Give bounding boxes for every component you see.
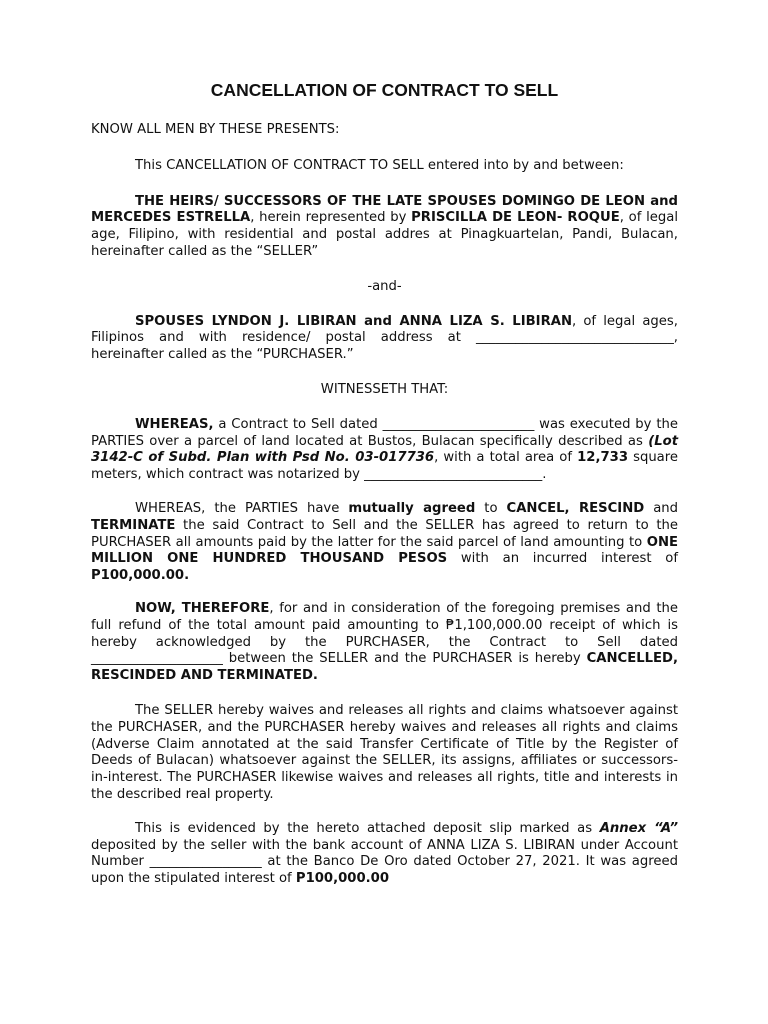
evidence-text-2: deposited by the seller with the bank account of ANNA LIZA S. LIBIRAN under Account Number bbox=[91, 837, 678, 870]
now-therefore-paragraph bbox=[91, 601, 678, 685]
know-all-line: KNOW ALL MEN BY THESE PRESENTS: bbox=[91, 122, 340, 137]
interest-amount: P100,000.00. bbox=[91, 568, 190, 584]
whereas-text-2: was executed by the PARTIES over a parcel of land located at Bustos, Bulacan specifically described as bbox=[91, 416, 678, 449]
waiver-paragraph: The SELLER hereby waives and releases all rights and claims whatsoever against the PURCHASER, and the PURCHASER hereby waives and releases all rights and claims (Adverse Claim annotated at the said Transfer Certificate of Title by the Register of Deeds of Bulacan) whatsoever against the SELLER, its assigns, affiliates or successors-in-interest. The PURCHASER likewise waives and releases all rights, title and interests in the described real property. bbox=[91, 702, 678, 802]
amount-in-words: ONE MILLION ONE HUNDRED THOUSAND PESOS bbox=[91, 534, 678, 567]
lot-description: (Lot 3142-C of Subd. Plan with Psd No. 03-017736 bbox=[91, 433, 678, 466]
whereas2-text-1: WHEREAS, the PARTIES have bbox=[135, 500, 349, 516]
whereas2-text-5: with an incurred interest of bbox=[447, 551, 678, 567]
whereas-lead: WHEREAS, bbox=[135, 416, 214, 432]
whereas2-text-4: the said Contract to Sell and the SELLER has agreed to return to the PURCHASER all amounts paid by the latter for the said parcel of land amounting to bbox=[91, 517, 678, 550]
purchaser-paragraph bbox=[91, 314, 678, 364]
intro-paragraph: This CANCELLATION OF CONTRACT TO SELL entered into by and between: bbox=[135, 157, 624, 173]
purchaser-address-blank: ______________________________ bbox=[475, 330, 674, 346]
cancelled-rescinded-terminated: CANCELLED, RESCINDED AND TERMINATED. bbox=[91, 651, 678, 684]
seller-heirs: THE HEIRS/ SUCCESSORS OF THE LATE SPOUSES DOMINGO DE LEON and MERCEDES ESTRELLA bbox=[91, 193, 678, 226]
contract-date-blank: _______________________ bbox=[382, 416, 535, 432]
stipulated-interest: P100,000.00 bbox=[295, 871, 389, 887]
now-therefore-lead: NOW, THEREFORE bbox=[135, 600, 270, 616]
purchaser-end: , hereinafter called as the “PURCHASER.” bbox=[91, 330, 678, 363]
whereas2-text-3: and bbox=[644, 500, 679, 516]
now-therefore-text-2: between the SELLER and the PURCHASER is hereby bbox=[222, 651, 587, 667]
and-separator: -and- bbox=[367, 278, 402, 294]
terminate: TERMINATE bbox=[91, 517, 176, 533]
evidence-text-1: This is evidenced by the hereto attached deposit slip marked as bbox=[135, 820, 600, 836]
land-area: 12,733 bbox=[577, 450, 628, 466]
now-therefore-text-1: , for and in consideration of the foregoing premises and the full refund of the total amount paid amounting to ₱1,100,000.00 receipt of which is hereby acknowledged by the PURCHASER, the Contract to Sell dated bbox=[91, 600, 678, 650]
whereas-text-3: , with a total area of bbox=[434, 450, 578, 466]
seller-details: , of legal age, Filipino, with residential and postal addres at Pinagkuartelan, Pandi, Bulacan, hereinafter called as the “SELLER” bbox=[91, 210, 678, 259]
account-number-blank: _________________ bbox=[149, 854, 262, 870]
contract-date-blank-2: ____________________ bbox=[91, 651, 223, 667]
whereas-text-4: square meters, which contract was notarized by bbox=[91, 450, 679, 483]
evidence-text-3: at the Banco De Oro dated October 27, 2021. It was agreed upon the stipulated interest of bbox=[91, 854, 678, 887]
whereas-end: . bbox=[542, 467, 547, 483]
notary-blank: ___________________________ bbox=[364, 467, 543, 483]
purchaser-details: , of legal ages, Filipinos and with residence/ postal address at bbox=[91, 313, 678, 346]
witnesseth-heading: WITNESSETH THAT: bbox=[320, 381, 449, 397]
cancel-rescind: CANCEL, RESCIND bbox=[506, 500, 645, 516]
whereas-second-paragraph bbox=[91, 501, 678, 585]
document-title: CANCELLATION OF CONTRACT TO SELL bbox=[210, 80, 559, 100]
whereas-text-1: a Contract to Sell dated bbox=[213, 416, 383, 432]
mutually-agreed: mutually agreed bbox=[348, 500, 476, 516]
whereas-first-paragraph bbox=[91, 417, 678, 484]
whereas2-text-2: to bbox=[475, 500, 507, 516]
seller-paragraph bbox=[91, 194, 678, 261]
annex-label: Annex “A” bbox=[599, 820, 678, 836]
evidence-paragraph bbox=[91, 821, 678, 888]
purchaser-names: SPOUSES LYNDON J. LIBIRAN and ANNA LIZA S. LIBIRAN bbox=[135, 313, 572, 329]
seller-represented-text: , herein represented by bbox=[250, 210, 412, 226]
seller-representative: PRISCILLA DE LEON- ROQUE bbox=[411, 210, 620, 226]
